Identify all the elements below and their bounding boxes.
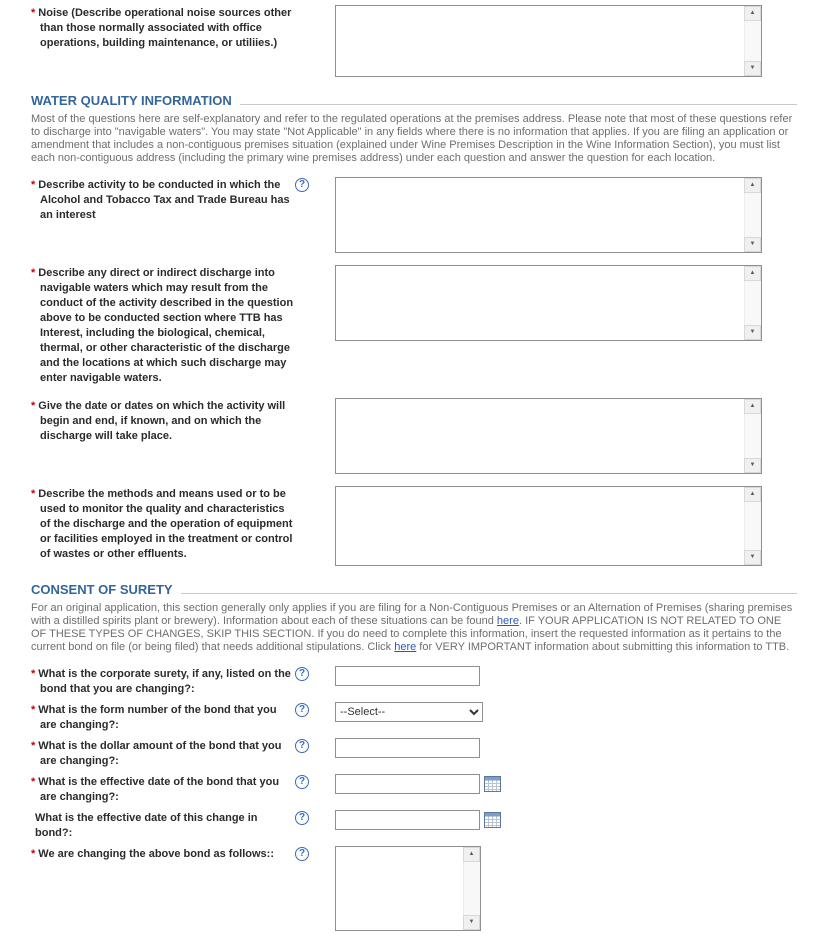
corporate-surety-label-text: What is the corporate surety, if any, listed on the bond that you are changing?: — [38, 668, 291, 695]
required-marker: * — [31, 668, 36, 680]
scroll-up-icon[interactable]: ▲ — [744, 6, 761, 21]
bond-change-row — [31, 846, 797, 931]
water-quality-intro: Most of the questions here are self-explanatory and refer to the regulated operations at the premises address. Please note that most of these questions refer to discharge into "navigable waters". You may state "Not Applicable" in any fields where there is no information that applies. If you are filing an application or amendment that includes a non-contiguous premises situation (explained under Wine Premises Description in the Wine Information Section), you must list each non-contiguous address (including the primary wine premises address) under each question and answer the question for each location. — [31, 113, 793, 164]
help-icon[interactable]: ? — [295, 178, 309, 192]
scrollbar-track[interactable] — [463, 862, 480, 915]
scrollbar[interactable] — [744, 6, 761, 76]
help-icon[interactable]: ? — [295, 703, 309, 717]
activity-textarea-box — [335, 177, 762, 253]
bond-change-label — [31, 846, 295, 862]
help-icon[interactable]: ? — [295, 739, 309, 753]
change-effective-date-label — [31, 810, 295, 841]
activity-label — [31, 177, 295, 223]
bond-change-label-text: We are changing the above bond as follows:: — [38, 848, 274, 860]
monitoring-methods-textarea[interactable] — [336, 487, 744, 565]
help-column — [295, 666, 335, 681]
scroll-up-icon[interactable]: ▲ — [463, 847, 480, 862]
help-column — [295, 265, 335, 266]
help-column — [295, 486, 335, 487]
date-field — [335, 810, 797, 830]
required-marker: * — [31, 267, 36, 279]
discharge-label — [31, 265, 295, 386]
discharge-textarea[interactable] — [336, 266, 744, 340]
change-effective-date-label-text: What is the effective date of this change in bond?: — [35, 812, 258, 839]
help-column — [295, 702, 335, 717]
help-icon[interactable]: ? — [295, 811, 309, 825]
required-marker: * — [31, 179, 36, 191]
consent-intro-text: for VERY IMPORTANT information about submitting this information to TTB. — [416, 641, 790, 653]
bond-dollar-amount-row — [31, 738, 797, 769]
consent-of-surety-section-header — [31, 582, 797, 597]
activity-textarea[interactable] — [336, 178, 744, 252]
noise-textarea-box — [335, 5, 762, 77]
required-marker: * — [31, 400, 36, 412]
bond-effective-date-label — [31, 774, 295, 805]
scroll-up-icon[interactable]: ▲ — [744, 266, 761, 281]
field-column — [335, 810, 797, 830]
bond-dollar-amount-label — [31, 738, 295, 769]
field-column — [335, 702, 797, 722]
consent-intro-text: For an original application, this section generally only applies if you are filing for a Non-Contiguous Premises or an Alternation of Premises (sharing premises with a distilled spirits plant or brewery). Information about each of these situations can be found — [31, 602, 793, 627]
scroll-down-icon[interactable]: ▼ — [463, 915, 480, 930]
activity-dates-label — [31, 398, 295, 444]
discharge-row — [31, 265, 797, 386]
bond-form-number-label-text: What is the form number of the bond that you are changing?: — [38, 704, 277, 731]
date-field — [335, 774, 797, 794]
required-marker: * — [31, 488, 36, 500]
scrollbar[interactable] — [744, 399, 761, 473]
water-quality-section-title: WATER QUALITY INFORMATION — [31, 93, 232, 108]
help-column — [295, 810, 335, 825]
noise-label — [31, 5, 295, 51]
section-rule — [181, 593, 797, 594]
activity-dates-textarea[interactable] — [336, 399, 744, 473]
monitoring-methods-row — [31, 486, 797, 566]
help-column — [295, 846, 335, 861]
change-effective-date-input[interactable] — [335, 810, 480, 830]
scroll-down-icon[interactable]: ▼ — [744, 61, 761, 76]
bond-dollar-amount-input[interactable] — [335, 738, 480, 758]
activity-dates-row — [31, 398, 797, 474]
required-marker: * — [31, 704, 36, 716]
field-column — [335, 666, 797, 686]
required-marker: * — [31, 7, 36, 19]
scroll-down-icon[interactable]: ▼ — [744, 325, 761, 340]
field-column — [335, 486, 797, 566]
discharge-textarea-box — [335, 265, 762, 341]
help-column — [295, 5, 335, 6]
field-column — [335, 398, 797, 474]
bond-effective-date-row — [31, 774, 797, 805]
here-link[interactable]: here — [496, 615, 519, 627]
discharge-label-text: Describe any direct or indirect discharge into navigable waters which may result from the conduct of the activity described in the question above to be conducted section where TTB has Interest, including the biological, chemical, thermal, or other characteristic of the discharge and the locations at which such discharge may enter navigable waters. — [38, 267, 294, 384]
calendar-icon[interactable] — [484, 812, 501, 828]
monitoring-methods-textarea-box — [335, 486, 762, 566]
activity-label-text: Describe activity to be conducted in which the Alcohol and Tobacco Tax and Trade Bureau has an interest — [38, 179, 290, 221]
field-column — [335, 738, 797, 758]
field-column — [335, 5, 797, 77]
scroll-up-icon[interactable]: ▲ — [744, 487, 761, 502]
scroll-down-icon[interactable]: ▼ — [744, 237, 761, 252]
help-column — [295, 398, 335, 399]
scroll-down-icon[interactable]: ▼ — [744, 550, 761, 565]
consent-of-surety-intro — [31, 602, 797, 654]
help-icon[interactable]: ? — [295, 775, 309, 789]
activity-dates-textarea-box — [335, 398, 762, 474]
field-column — [335, 265, 797, 341]
monitoring-methods-label — [31, 486, 295, 562]
scrollbar-track[interactable] — [744, 502, 761, 550]
section-rule — [240, 104, 797, 105]
field-column — [335, 774, 797, 794]
activity-row — [31, 177, 797, 253]
scrollbar[interactable] — [744, 266, 761, 340]
scrollbar-track[interactable] — [744, 21, 761, 61]
consent-intro-text: . IF YOUR APPLICATION IS NOT RELATED TO ONE OF THESE TYPES OF CHANGES, SKIP THIS SECTION. If you do need to complete this information, insert the requested information as it pertains to the current bond on file (or being filed) that needs additional stipulations. Click — [31, 615, 782, 653]
consent-of-surety-section-title: CONSENT OF SURETY — [31, 582, 173, 597]
water-quality-section-header — [31, 93, 797, 108]
change-effective-date-row — [31, 810, 797, 841]
bond-form-number-label — [31, 702, 295, 733]
field-column — [335, 846, 797, 931]
help-column — [295, 774, 335, 789]
noise-row — [31, 5, 797, 77]
monitoring-methods-label-text: Describe the methods and means used or to be used to monitor the quality and characteristics of the discharge and the operation of equipment or facilities employed in the treatment or control of wastes or other effluents. — [38, 488, 293, 560]
scroll-up-icon[interactable]: ▲ — [744, 399, 761, 414]
scrollbar-track[interactable] — [744, 193, 761, 237]
scrollbar-track[interactable] — [744, 281, 761, 325]
noise-textarea[interactable] — [336, 6, 744, 76]
bond-change-textarea-box — [335, 846, 481, 931]
calendar-icon[interactable] — [484, 776, 501, 792]
field-column — [335, 177, 797, 253]
bond-form-number-row — [31, 702, 797, 733]
scrollbar[interactable] — [744, 487, 761, 565]
bond-effective-date-label-text: What is the effective date of the bond that you are changing?: — [38, 776, 280, 803]
help-column — [295, 177, 335, 192]
scrollbar[interactable] — [744, 178, 761, 252]
scrollbar[interactable] — [463, 847, 480, 930]
help-icon[interactable]: ? — [295, 847, 309, 861]
bond-change-textarea[interactable] — [336, 847, 463, 930]
scrollbar-track[interactable] — [744, 414, 761, 458]
activity-dates-label-text: Give the date or dates on which the activity will begin and end, if known, and on which the discharge will take place. — [38, 400, 286, 442]
help-column — [295, 738, 335, 753]
required-marker: * — [31, 740, 36, 752]
required-marker: * — [31, 776, 36, 788]
bond-dollar-amount-label-text: What is the dollar amount of the bond that you are changing?: — [38, 740, 282, 767]
noise-label-text: Noise (Describe operational noise sources other than those normally associated with office operations, building maintenance, or utiliies.) — [38, 7, 292, 49]
help-icon[interactable]: ? — [295, 667, 309, 681]
here-link[interactable]: here — [394, 641, 417, 653]
bond-effective-date-input[interactable] — [335, 774, 480, 794]
bond-form-number-select[interactable] — [335, 702, 483, 722]
scroll-down-icon[interactable]: ▼ — [744, 458, 761, 473]
scroll-up-icon[interactable]: ▲ — [744, 178, 761, 193]
required-marker: * — [31, 848, 36, 860]
corporate-surety-row — [31, 666, 797, 697]
corporate-surety-label — [31, 666, 295, 697]
corporate-surety-input[interactable] — [335, 666, 480, 686]
